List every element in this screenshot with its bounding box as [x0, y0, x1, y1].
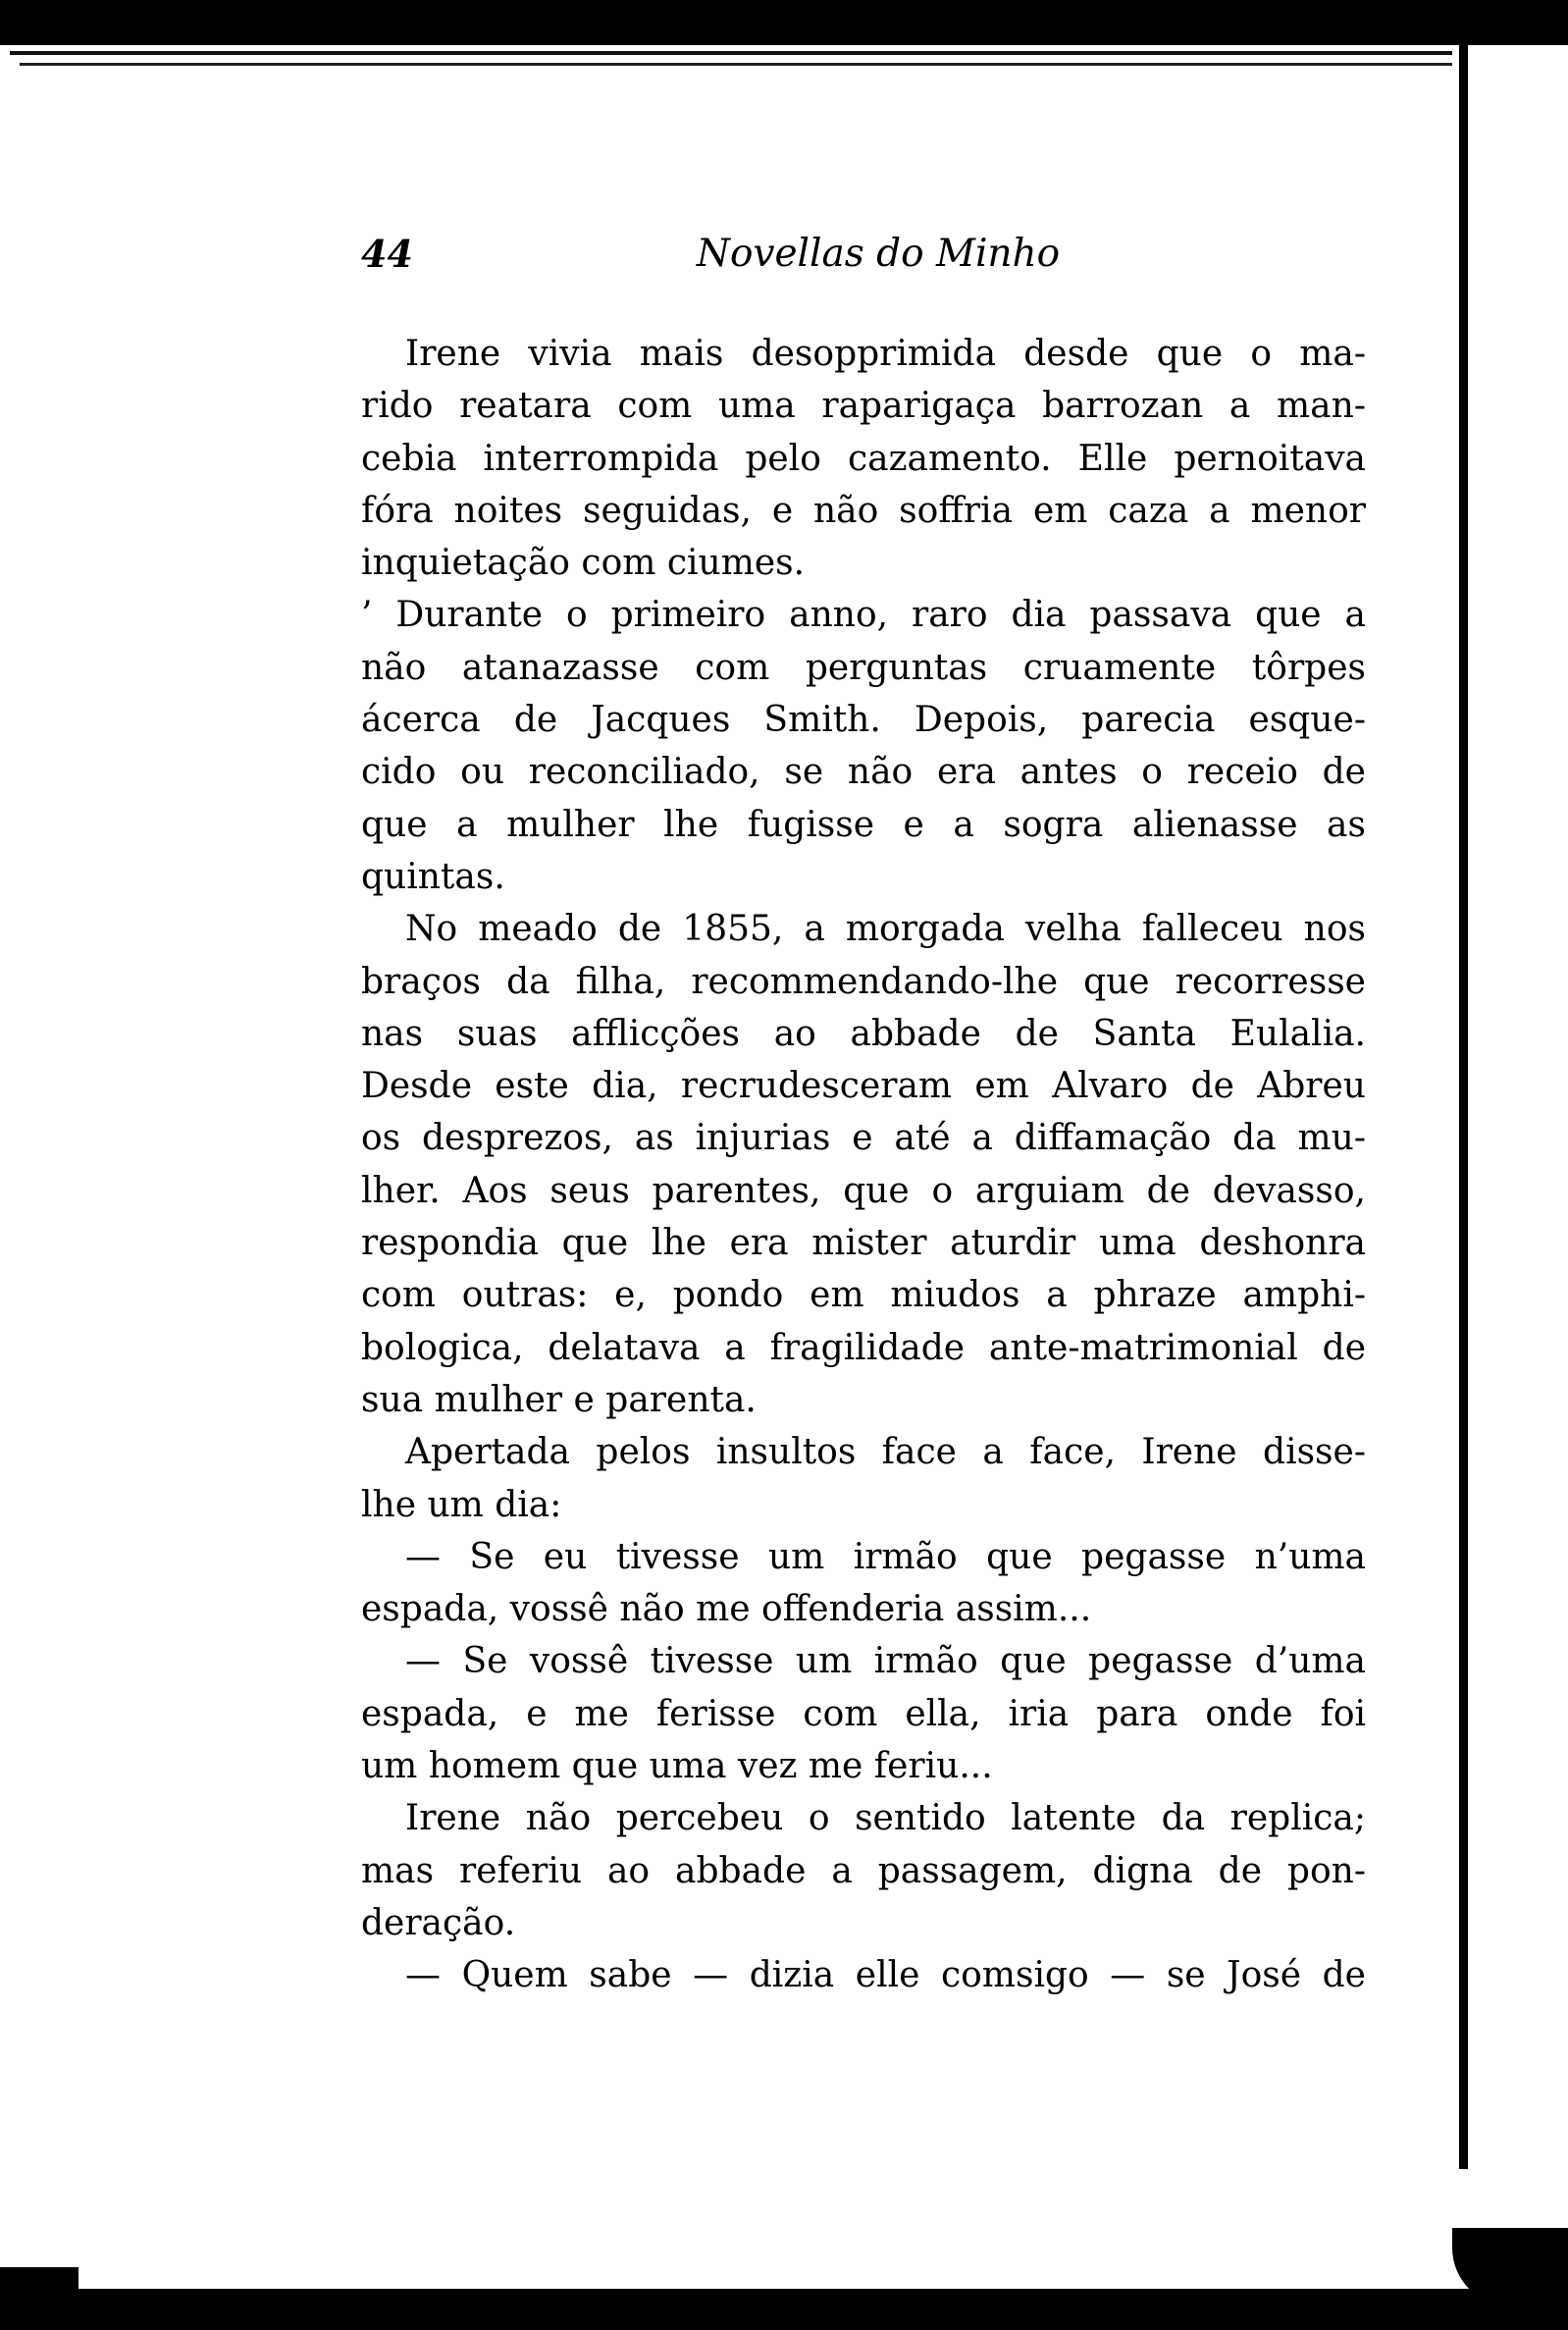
- text-line: — Quem sabe — dizia elle comsigo — se José de: [405, 1955, 1366, 1996]
- page-number: 44: [361, 232, 413, 276]
- text-line: cebia interrompida pelo cazamento. Elle pernoitava: [361, 438, 1366, 479]
- scan-top-rule: [10, 51, 1452, 55]
- text-line: Apertada pelos insultos face a face, Irene disse-: [405, 1432, 1366, 1473]
- text-line: respondia que lhe era mister aturdir uma deshonra: [361, 1223, 1366, 1264]
- text-line: um homem que uma vez me feriu...: [361, 1746, 993, 1787]
- page-header: [361, 232, 1366, 291]
- text-line: os desprezos, as injurias e até a diffamação da mu-: [361, 1118, 1366, 1159]
- text-line: inquietação com ciumes.: [361, 543, 806, 584]
- text-line: — Se eu tivesse um irmão que pegasse n’uma: [405, 1536, 1366, 1577]
- text-line: bologica, delatava a fragilidade ante-matrimonial de: [361, 1327, 1366, 1368]
- running-title: Novellas do Minho: [696, 232, 1061, 276]
- scan-right-edge: [1459, 39, 1468, 2169]
- text-line: com outras: e, pondo em miudos a phraze amphi-: [361, 1275, 1366, 1316]
- scan-top-edge: [0, 0, 1568, 45]
- text-line: No meado de 1855, a morgada velha falleceu nos: [405, 909, 1366, 950]
- text-line: não atanazasse com perguntas cruamente tôrpes: [361, 647, 1366, 688]
- text-line: lher. Aos seus parentes, que o arguiam de devasso,: [361, 1170, 1366, 1211]
- text-line: que a mulher lhe fugisse e a sogra alienasse as: [361, 804, 1366, 845]
- text-line: fóra noites seguidas, e não soffria em caza a menor: [361, 490, 1366, 531]
- text-line: Desde este dia, recrudesceram em Alvaro de Abreu: [361, 1066, 1366, 1107]
- text-line: ’ Durante o primeiro anno, raro dia passava que a: [361, 595, 1366, 636]
- body-text: [361, 328, 1366, 2002]
- scan-top-rule-secondary: [20, 63, 1452, 66]
- text-line: Irene não percebeu o sentido latente da replica;: [405, 1798, 1366, 1839]
- text-line: nas suas afflicções ao abbade de Santa Eulalia.: [361, 1013, 1366, 1054]
- scan-bottom-edge: [0, 2289, 1568, 2330]
- text-line: Irene vivia mais desopprimida desde que o ma-: [405, 334, 1366, 374]
- text-line: — Se vossê tivesse um irmão que pegasse d’uma: [405, 1641, 1366, 1682]
- text-line: sua mulher e parenta.: [361, 1379, 757, 1420]
- text-line: espada, vossê não me offenderia assim...: [361, 1589, 1092, 1630]
- text-line: lhe um dia:: [361, 1484, 562, 1525]
- text-line: deração.: [361, 1902, 516, 1943]
- text-line: mas referiu ao abbade a passagem, digna de pon-: [361, 1850, 1366, 1891]
- text-line: cido ou reconciliado, se não era antes o receio de: [361, 752, 1366, 793]
- text-line: ácerca de Jacques Smith. Depois, parecia esque-: [361, 700, 1366, 741]
- text-line: rido reatara com uma raparigaça barrozan a man-: [361, 386, 1366, 427]
- text-line: quintas.: [361, 856, 505, 897]
- text-line: espada, e me ferisse com ella, iria para onde foi: [361, 1693, 1366, 1734]
- text-line: braços da filha, recommendando-lhe que recorresse: [361, 961, 1366, 1002]
